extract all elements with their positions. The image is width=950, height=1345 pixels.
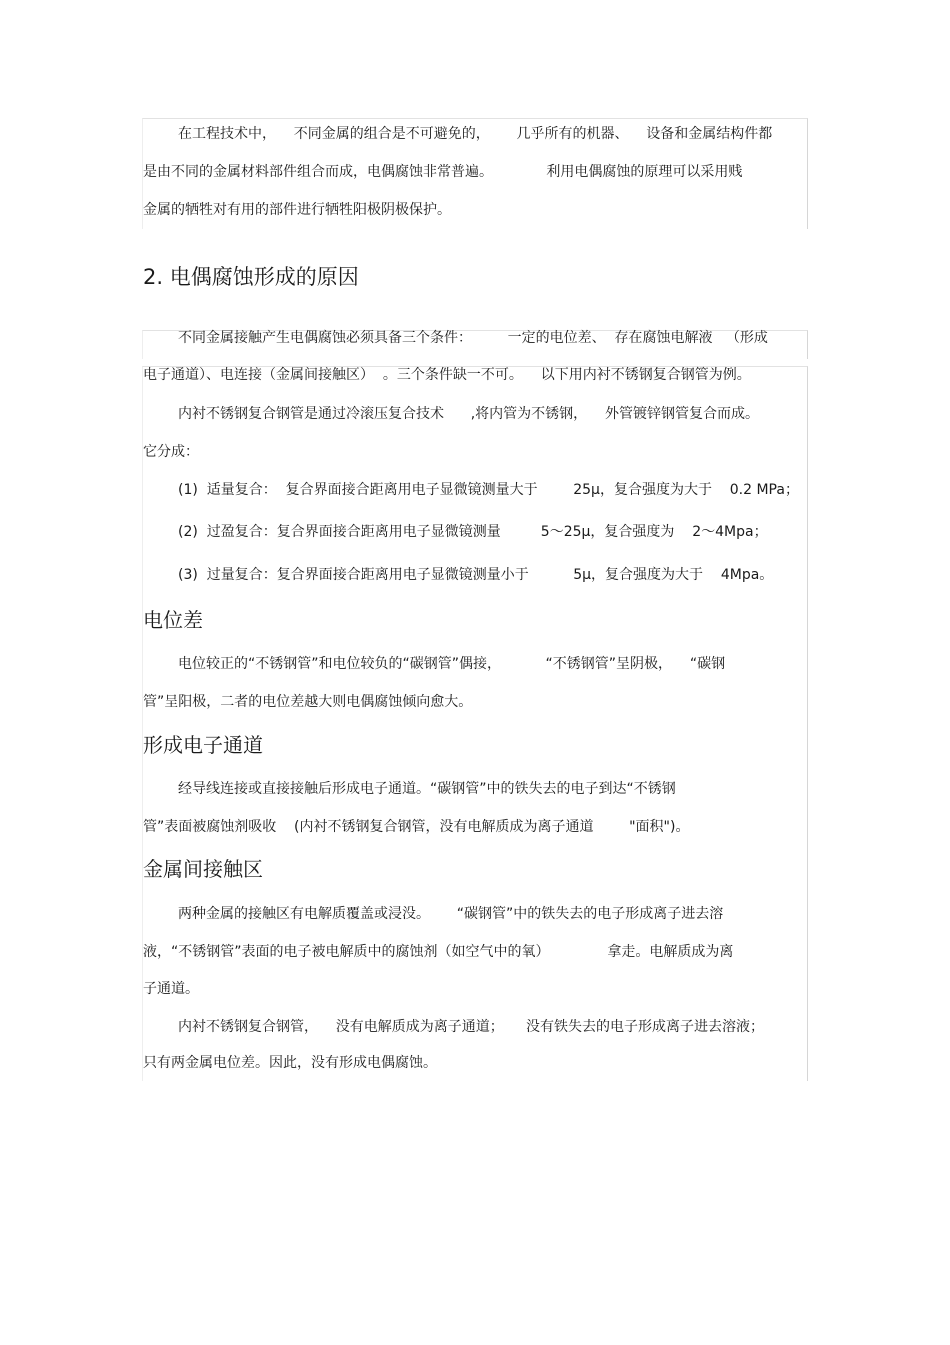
list-item: (3) 过量复合：复合界面接合距离用电子显微镜测量小于 5μ，复合强度为大于 4Mpa。 [178, 567, 774, 583]
section2-p2-line-1: 内衬不锈钢复合钢管是通过冷滚压复合技术 ,将内管为不锈钢， 外管镀锌钢管复合而成。 [178, 406, 759, 422]
channel-line-1: 经导线连接或直接接触后形成电子通道。“碳钢管”中的铁失去的电子到达“不锈钢 [178, 781, 676, 797]
contact-p1-line-2: 液，“不锈钢管”表面的电子被电解质中的腐蚀剂（如空气中的氧） 拿走。电解质成为离 [143, 944, 734, 960]
potential-line-1: 电位较正的“不锈钢管”和电位较负的“碳钢管”偶接， “不锈钢管”呈阴极， “碳钢 [178, 656, 726, 672]
contact-p1-line-1: 两种金属的接触区有电解质覆盖或浸没。 “碳钢管”中的铁失去的电子形成离子进去溶 [178, 906, 724, 922]
subheading-contact: 金属间接触区 [143, 857, 263, 881]
subheading-potential: 电位差 [143, 608, 203, 632]
channel-line-2: 管”表面被腐蚀剂吸收 (内衬不锈钢复合钢管，没有电解质成为离子通道 "面积")。 [143, 819, 690, 835]
list-item: (1) 适量复合： 复合界面接合距离用电子显微镜测量大于 25μ，复合强度为大于 0.2 MPa； [178, 482, 799, 498]
intro-line-1: 在工程技术中， 不同金属的组合是不可避免的， 几乎所有的机器、 设备和金属结构件都 [178, 126, 773, 142]
contact-p2-line-2: 只有两金属电位差。因此，没有形成电偶腐蚀。 [143, 1055, 437, 1071]
section2-p2-line-2: 它分成： [143, 444, 199, 460]
intro-line-3: 金属的牺牲对有用的部件进行牺牲阳极阴极保护。 [143, 202, 451, 218]
list-item: (2) 过盈复合：复合界面接合距离用电子显微镜测量 5～25μ，复合强度为 2～4Mpa； [178, 524, 768, 540]
contact-p1-line-3: 子通道。 [143, 981, 199, 997]
text-frame-body [142, 366, 808, 1081]
potential-line-2: 管”呈阳极，二者的电位差越大则电偶腐蚀倾向愈大。 [143, 694, 473, 710]
intro-line-2: 是由不同的金属材料部件组合而成，电偶腐蚀非常普遍。 利用电偶腐蚀的原理可以采用贱 [143, 164, 743, 180]
subheading-channel: 形成电子通道 [143, 733, 263, 757]
contact-p2-line-1: 内衬不锈钢复合钢管， 没有电解质成为离子通道； 没有铁失去的电子形成离子进去溶液； [178, 1019, 765, 1035]
section2-p1-line-1: 不同金属接触产生电偶腐蚀必须具备三个条件： 一定的电位差、 存在腐蚀电解液 （形成 [178, 330, 768, 346]
section-heading: 2. 电偶腐蚀形成的原因 [143, 265, 359, 289]
section2-p1-line-2: 电子通道）、电连接（金属间接触区） 。三个条件缺一不可。 以下用内衬不锈钢复合钢管为例。 [143, 367, 751, 383]
